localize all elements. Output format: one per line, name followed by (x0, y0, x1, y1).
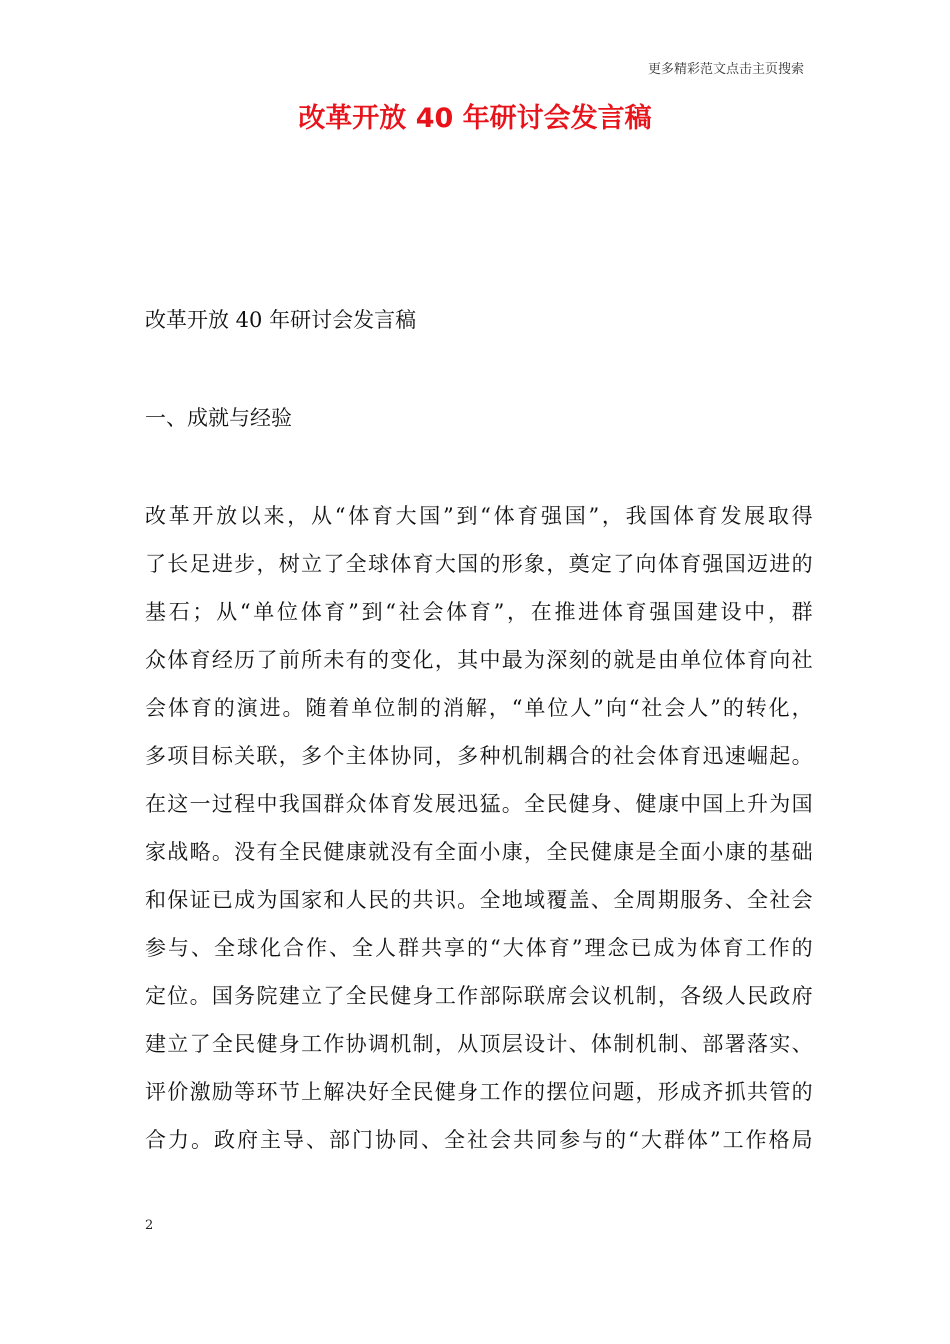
body-line: 和保证已成为国家和人民的共识。全地域覆盖、全周期服务、全社会 (145, 888, 813, 912)
body-line: 在这一过程中我国群众体育发展迅猛。全民健身、健康中国上升为国 (145, 792, 813, 816)
document-title: 改革开放 40 年研讨会发言稿 (298, 103, 652, 134)
body-line: 了长足进步，树立了全球体育大国的形象，奠定了向体育强国迈进的 (145, 552, 813, 576)
body-line: 建立了全民健身工作协调机制，从顶层设计、体制机制、部署落实、 (145, 1032, 813, 1056)
page-number: 2 (145, 1218, 154, 1233)
section-heading: 一、成就与经验 (145, 406, 292, 430)
document-subtitle: 改革开放 40 年研讨会发言稿 (145, 308, 417, 332)
body-line: 合力。政府主导、部门协同、全社会共同参与的“大群体”工作格局 (145, 1128, 813, 1152)
body-line: 家战略。没有全民健康就没有全面小康，全民健康是全面小康的基础 (145, 840, 813, 864)
body-line: 改革开放以来，从“体育大国”到“体育强国”，我国体育发展取得 (145, 504, 813, 528)
body-line: 基石；从“单位体育”到“社会体育”，在推进体育强国建设中，群 (145, 600, 813, 624)
header-note: 更多精彩范文点击主页搜索 (647, 62, 804, 77)
body-line: 多项目标关联，多个主体协同，多种机制耦合的社会体育迅速崛起。 (145, 744, 813, 768)
body-line: 会体育的演进。随着单位制的消解，“单位人”向“社会人”的转化， (145, 696, 813, 720)
body-line: 评价激励等环节上解决好全民健身工作的摆位问题，形成齐抓共管的 (145, 1080, 813, 1104)
body-line: 众体育经历了前所未有的变化，其中最为深刻的就是由单位体育向社 (145, 648, 813, 672)
body-paragraph (145, 500, 813, 1172)
body-line: 参与、全球化合作、全人群共享的“大体育”理念已成为体育工作的 (145, 936, 813, 960)
body-line: 定位。国务院建立了全民健身工作部际联席会议机制，各级人民政府 (145, 984, 813, 1008)
